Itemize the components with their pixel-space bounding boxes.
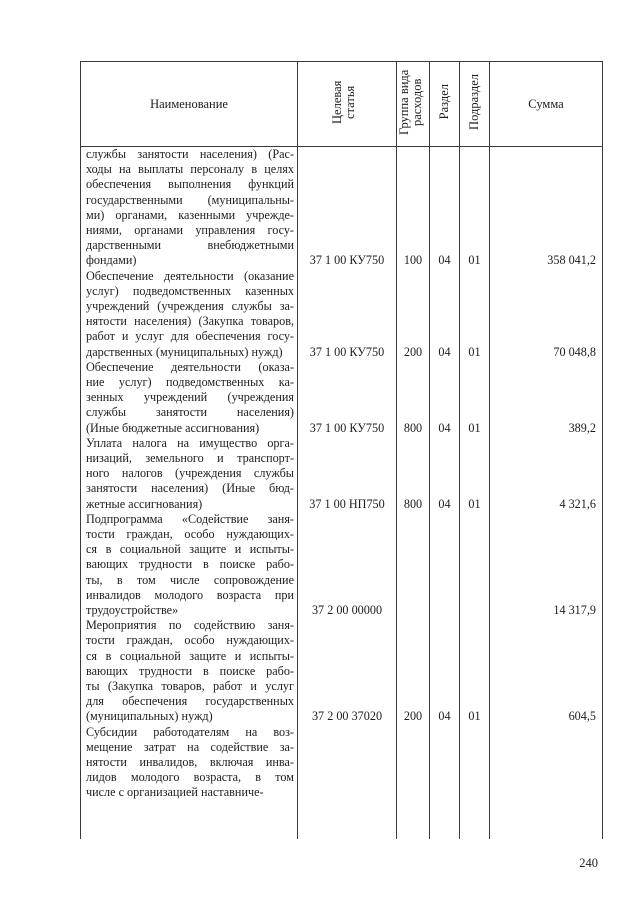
row-name-line: вающих трудности в поиске рабо- [86, 557, 294, 572]
table-body [81, 147, 603, 840]
row-name-line: Субсидии работодателям на воз- [86, 724, 294, 739]
row-sum: 4 321,6 [559, 496, 596, 511]
row-name [86, 725, 294, 801]
row-name-line: услуг) подведомственных казенных [86, 283, 294, 298]
table-header-row [81, 62, 603, 147]
row-name-line: службы занятости населения) [86, 405, 294, 420]
row-name [86, 436, 294, 512]
row-sum: 389,2 [568, 420, 596, 435]
row-name-line: дарственных (муниципальных) нужд) [86, 344, 283, 359]
row-subsection: 01 [468, 709, 481, 724]
row-name-line: (муниципальных) нужд) [86, 709, 213, 724]
row-name-line: ся в социальной защите и испыты- [86, 648, 294, 663]
row-section: 04 [438, 253, 451, 268]
row-name [86, 512, 294, 618]
row-name [86, 147, 294, 269]
row-group: 800 [403, 496, 423, 511]
row-name [86, 618, 294, 724]
row-name-line: Подпрограмма «Содействие заня- [86, 511, 294, 526]
row-name-line: вающих трудности в поиске рабо- [86, 663, 294, 678]
row-name-line: ного налогов (учреждения службы [86, 466, 294, 481]
header-target-label: Целевая статья [330, 80, 358, 124]
sum-column [490, 147, 603, 840]
row-name-line: дарственными внебюджетными [86, 238, 294, 253]
row-name-line: Мероприятия по содействию заня- [86, 618, 294, 633]
group-column [397, 147, 430, 840]
row-section: 04 [438, 709, 451, 724]
row-subsection: 01 [468, 253, 481, 268]
row-name-line: ниями, органами управления госу- [86, 223, 294, 238]
row-name-line: инвалидов молодого возраста при [86, 587, 294, 602]
header-group [397, 62, 430, 147]
row-subsection: 01 [468, 496, 481, 511]
name-column [81, 147, 298, 840]
page-number: 240 [579, 856, 598, 870]
row-name-line: ходы на выплаты персоналу в целях [86, 162, 294, 177]
row-name-line: работ и услуг для обеспечения госу- [86, 329, 294, 344]
row-name-line: числе с организацией наставниче- [86, 785, 264, 800]
row-name-line: ние услуг) подведомственных ка- [86, 375, 294, 389]
subsection-column [460, 147, 490, 840]
row-sum: 358 041,2 [547, 253, 596, 268]
row-target: 37 2 00 37020 [311, 709, 383, 724]
row-section: 04 [438, 496, 451, 511]
row-section: 04 [438, 420, 451, 435]
row-group: 200 [403, 709, 423, 724]
header-section [430, 62, 460, 147]
row-subsection: 01 [468, 344, 481, 359]
row-name-line: Уплата налога на имущество орга- [86, 435, 294, 450]
row-name-line: жетные ассигнования) [86, 496, 203, 511]
row-name-line: зенных учреждений (учреждения [86, 390, 294, 405]
row-name-line: для обеспечения государственных [86, 694, 294, 709]
row-name-line: ми) органами, казенными учрежде- [86, 207, 294, 222]
header-subsection [460, 62, 490, 147]
row-name [86, 360, 294, 436]
row-sum: 604,5 [568, 709, 596, 724]
row-group: 100 [403, 253, 423, 268]
row-section: 04 [438, 344, 451, 359]
row-name-line: нятости инвалидов, включая инва- [86, 755, 294, 769]
header-section-label: Раздел [436, 84, 451, 120]
row-name-line: тости граждан, особо нуждающих- [86, 527, 294, 541]
row-target: 37 1 00 НП750 [309, 496, 385, 511]
row-name-line: Обеспечение деятельности (оказа- [86, 359, 294, 374]
header-target [298, 62, 397, 147]
row-sum: 70 048,8 [553, 344, 596, 359]
row-sum: 14 317,9 [553, 603, 596, 617]
row-name-line: службы занятости населения) (Рас- [86, 147, 294, 161]
header-subsection-label: Подраздел [466, 74, 481, 130]
row-target: 37 2 00 00000 [311, 603, 383, 617]
row-name-line: обеспечения выполнения функций [86, 177, 294, 192]
row-name-line: государственными (муниципальны- [86, 192, 294, 207]
row-name-line: учреждений (учреждения службы за- [86, 299, 294, 313]
section-column [430, 147, 460, 840]
budget-table [80, 61, 603, 839]
row-name-line: ты, в том числе сопровождение [86, 572, 294, 587]
row-name-line: нятости населения) (Закупка товаров, [86, 314, 294, 329]
target-column [298, 147, 397, 840]
row-name-line: ся в социальной защите и испыты- [86, 542, 294, 557]
row-target: 37 1 00 КУ750 [309, 420, 385, 435]
header-group-label: Группа вида расходов [397, 69, 425, 135]
row-name-line: лидов молодого возраста, в том [86, 770, 294, 785]
row-name-line: (Иные бюджетные ассигнования) [86, 420, 260, 435]
row-group: 200 [403, 344, 423, 359]
header-name: Наименование [81, 62, 298, 147]
row-name-line: тости граждан, особо нуждающих- [86, 633, 294, 648]
row-name-line: Обеспечение деятельности (оказание [86, 268, 294, 283]
row-target: 37 1 00 КУ750 [309, 344, 385, 359]
row-group: 800 [403, 420, 423, 435]
row-name-line: занятости населения) (Иные бюд- [86, 481, 294, 496]
row-name-line: фондами) [86, 253, 137, 268]
row-name [86, 269, 294, 360]
row-subsection: 01 [468, 420, 481, 435]
header-sum: Сумма [490, 62, 603, 147]
row-name-line: ты (Закупка товаров, работ и услуг [86, 679, 294, 693]
row-name-line: трудоустройстве» [86, 603, 179, 618]
row-name-line: мещение затрат на содействие за- [86, 739, 294, 754]
row-name-line: низаций, земельного и транспорт- [86, 451, 294, 465]
row-target: 37 1 00 КУ750 [309, 253, 385, 268]
